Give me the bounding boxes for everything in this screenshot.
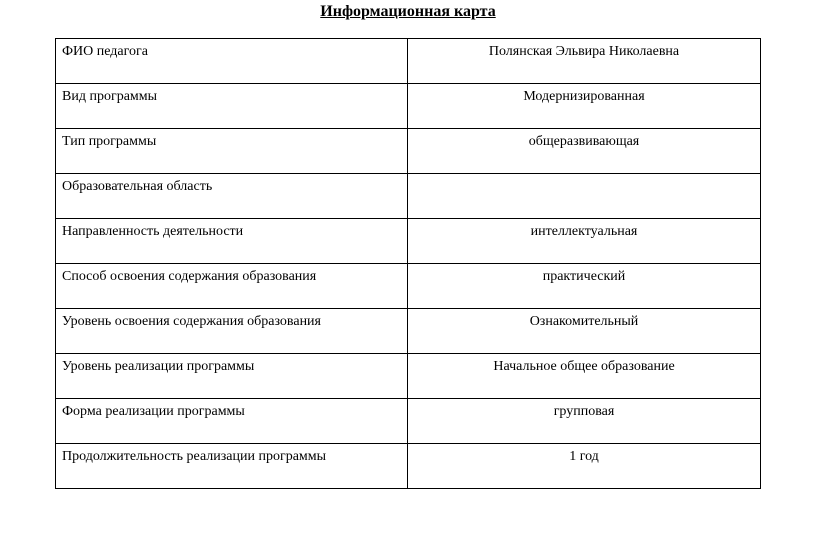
row-label: Способ освоения содержания образования	[56, 264, 408, 309]
row-label: Продолжительность реализации программы	[56, 444, 408, 489]
document-title: Информационная карта	[320, 3, 496, 20]
table-row	[56, 39, 761, 84]
table-row	[56, 219, 761, 264]
row-value: групповая	[408, 399, 761, 444]
table-row	[56, 129, 761, 174]
table-row	[56, 174, 761, 219]
row-value: Полянская Эльвира Николаевна	[408, 39, 761, 84]
table-row	[56, 264, 761, 309]
table-row	[56, 84, 761, 129]
row-value: интеллектуальная	[408, 219, 761, 264]
row-value	[408, 174, 761, 219]
row-label: Вид программы	[56, 84, 408, 129]
table-row	[56, 399, 761, 444]
row-label: Образовательная область	[56, 174, 408, 219]
table-row	[56, 309, 761, 354]
row-label: Форма реализации программы	[56, 399, 408, 444]
info-card-table	[55, 38, 761, 489]
row-value: Ознакомительный	[408, 309, 761, 354]
row-label: ФИО педагога	[56, 39, 408, 84]
row-value: общеразвивающая	[408, 129, 761, 174]
row-value: Модернизированная	[408, 84, 761, 129]
row-label: Тип программы	[56, 129, 408, 174]
row-value: 1 год	[408, 444, 761, 489]
row-value: Начальное общее образование	[408, 354, 761, 399]
row-label: Направленность деятельности	[56, 219, 408, 264]
table-row	[56, 444, 761, 489]
row-value: практический	[408, 264, 761, 309]
row-label: Уровень освоения содержания образования	[56, 309, 408, 354]
row-label: Уровень реализации программы	[56, 354, 408, 399]
table-row	[56, 354, 761, 399]
